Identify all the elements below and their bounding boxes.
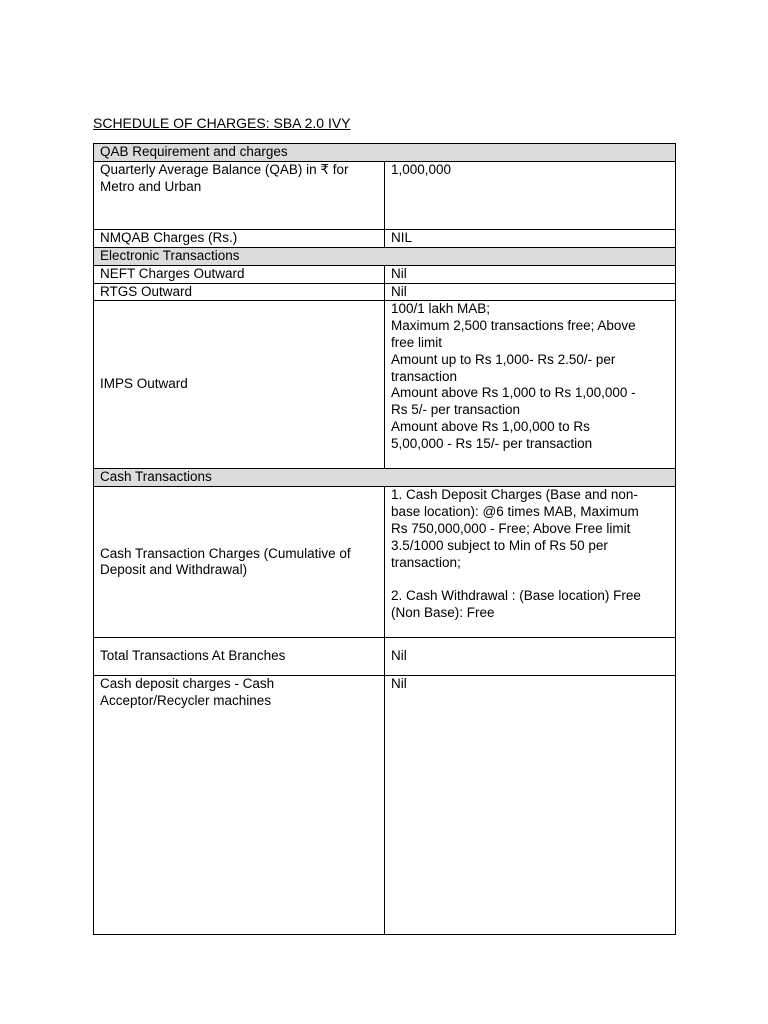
cash-withdrawal-line: (Non Base): Free	[391, 604, 495, 620]
row-label-line: Metro and Urban	[100, 178, 202, 194]
cash-deposit-line: base location): @6 times MAB, Maximum	[391, 504, 639, 520]
imps-value-line: Maximum 2,500 transactions free; Above	[391, 318, 636, 334]
row-label-line: Quarterly Average Balance (QAB) in ₹ for	[100, 162, 349, 177]
row-label-rtgs: RTGS Outward	[94, 283, 385, 301]
cash-deposit-line: 3.5/1000 subject to Min of Rs 50 per	[391, 537, 608, 553]
table-row-cash-machine	[94, 676, 676, 935]
imps-value-line: 100/1 lakh MAB;	[391, 301, 491, 317]
row-label-line: Cash Transaction Charges (Cumulative of	[100, 545, 351, 561]
imps-value-line: Amount above Rs 1,00,000 to Rs	[391, 418, 590, 434]
cash-deposit-line: transaction;	[391, 554, 461, 570]
imps-value-line: Rs 5/- per transaction	[391, 402, 521, 418]
row-value-nmqab: NIL	[385, 230, 676, 248]
table-row-branch-transactions	[94, 638, 676, 676]
row-label-branch-transactions: Total Transactions At Branches	[94, 638, 385, 676]
row-label-cash-machine	[94, 676, 385, 935]
table-row-rtgs	[94, 283, 676, 301]
table-row-qab-balance	[94, 162, 676, 230]
charges-table	[93, 143, 676, 935]
imps-value-line: transaction	[391, 368, 458, 384]
section-header-electronic: Electronic Transactions	[94, 247, 676, 265]
row-label-neft: NEFT Charges Outward	[94, 265, 385, 283]
row-value-neft: Nil	[385, 265, 676, 283]
section-row-electronic	[94, 247, 676, 265]
row-label-nmqab: NMQAB Charges (Rs.)	[94, 230, 385, 248]
paragraph-gap	[391, 571, 669, 588]
row-label-line: Deposit and Withdrawal)	[100, 562, 248, 578]
row-label-line: Cash deposit charges - Cash	[100, 676, 275, 692]
document-title: SCHEDULE OF CHARGES: SBA 2.0 IVY	[93, 115, 351, 131]
row-value-qab-balance: 1,000,000	[385, 162, 676, 230]
section-row-cash	[94, 469, 676, 487]
imps-value-line: 5,00,000 - Rs 15/- per transaction	[391, 435, 593, 451]
row-value-imps	[385, 301, 676, 469]
row-value-cash-machine: Nil	[385, 676, 676, 935]
section-row-qab	[94, 144, 676, 162]
row-value-rtgs: Nil	[385, 283, 676, 301]
table-row-nmqab	[94, 230, 676, 248]
section-header-qab: QAB Requirement and charges	[94, 144, 676, 162]
row-label-qab-balance	[94, 162, 385, 230]
table-row-imps	[94, 301, 676, 469]
cash-deposit-line: 1. Cash Deposit Charges (Base and non-	[391, 487, 638, 503]
cash-deposit-line: Rs 750,000,000 - Free; Above Free limit	[391, 520, 631, 536]
row-value-cash-transaction	[385, 487, 676, 638]
table-row-cash-transaction	[94, 487, 676, 638]
row-label-cash-transaction	[94, 487, 385, 638]
imps-value-line: Amount above Rs 1,000 to Rs 1,00,000 -	[391, 385, 636, 401]
row-label-line: Acceptor/Recycler machines	[100, 693, 272, 709]
imps-value-line: Amount up to Rs 1,000- Rs 2.50/- per	[391, 351, 616, 367]
imps-value-line: free limit	[391, 334, 443, 350]
section-header-cash: Cash Transactions	[94, 469, 676, 487]
row-label-imps: IMPS Outward	[94, 301, 385, 469]
table-row-neft	[94, 265, 676, 283]
cash-withdrawal-line: 2. Cash Withdrawal : (Base location) Free	[391, 588, 641, 604]
row-value-branch-transactions: Nil	[385, 638, 676, 676]
